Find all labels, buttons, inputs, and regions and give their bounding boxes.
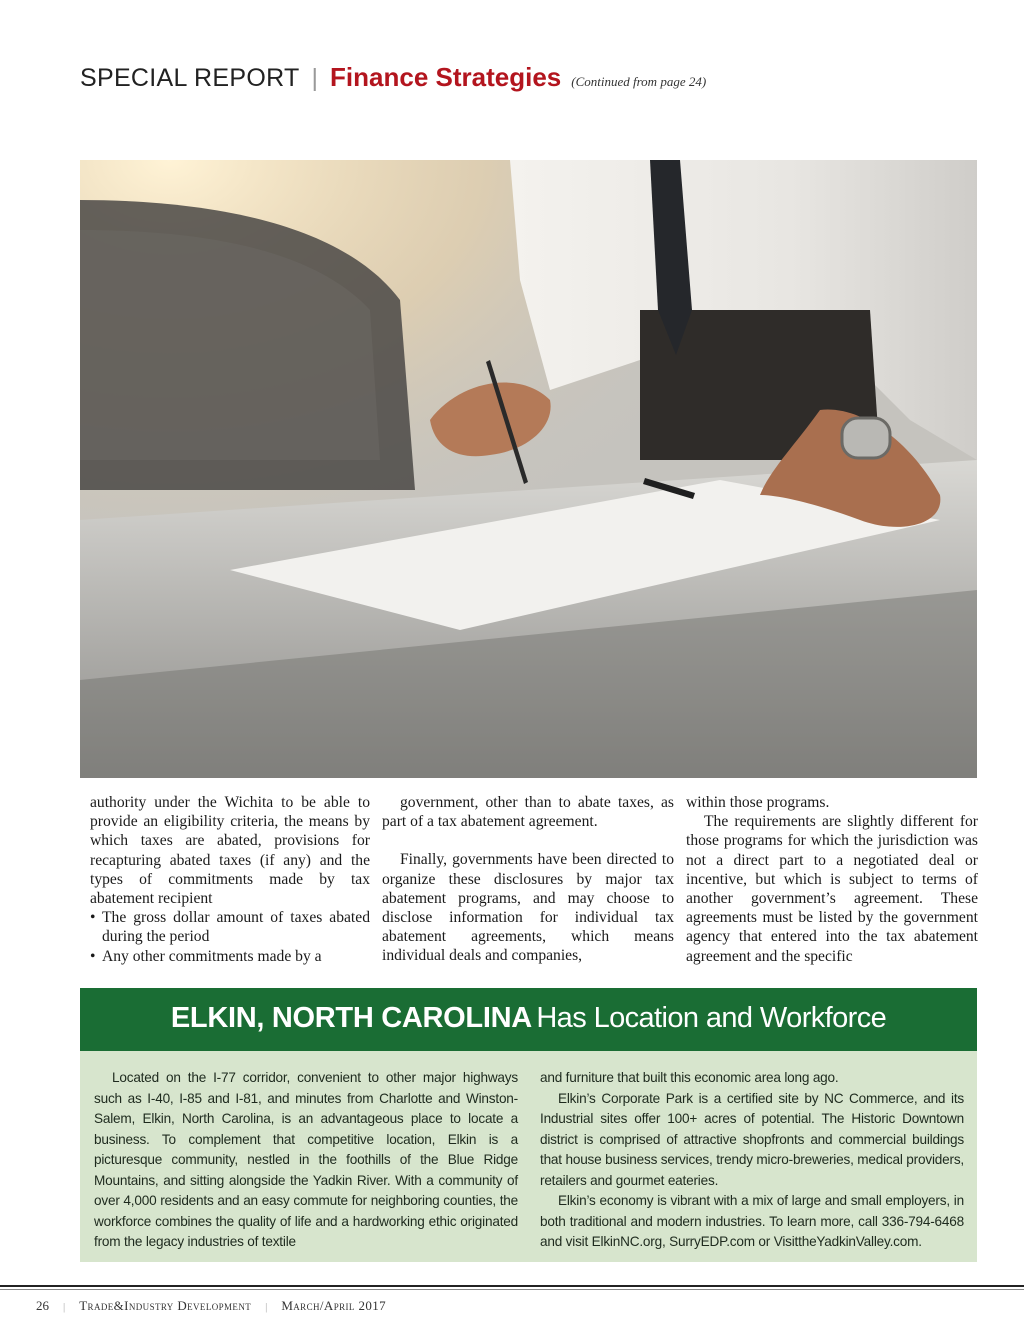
bullet-icon: • xyxy=(90,909,96,927)
elkin-advertisement xyxy=(80,988,977,1262)
section-label: SPECIAL REPORT xyxy=(80,64,300,92)
ad-headline-banner xyxy=(80,988,977,1051)
business-photo xyxy=(80,160,977,778)
ad-column-2 xyxy=(540,1068,964,1253)
page-footer xyxy=(36,1298,386,1316)
article-paragraph: Finally, governments have been directed to organize these disclosures by major tax abatement programs, and may choose to disclose information for individual tax abatement agreements, which means individual deals and companies, xyxy=(382,851,674,965)
ad-paragraph: Elkin’s economy is vibrant with a mix of large and small employers, in both traditional and modern industries. To learn more, call 336-794-6468 and visit ElkinNC.org, SurryEDP.com or VisittheYadkinValley.com. xyxy=(540,1193,964,1249)
article-column-2 xyxy=(382,793,674,973)
article-column-3 xyxy=(686,793,978,973)
ad-headline-light: Has Location and Workforce xyxy=(536,1002,887,1034)
article-paragraph: authority under the Wichita to be able to provide an eligibility criteria, the means by which taxes are abated, provisions for recapturing abated taxes (if any) and the types of commitments made by tax abatement recipient xyxy=(90,794,370,908)
footer-rule xyxy=(0,1285,1024,1287)
footer-separator: | xyxy=(63,1301,66,1313)
bullet-icon: • xyxy=(90,947,96,965)
article-paragraph: within those programs. xyxy=(686,794,830,811)
article-paragraph: The requirements are slightly different for those programs for which the jurisdiction was not a direct part to a negotiated deal or incentive, but which is subject to terms of another government’s agreement. These agreements must be listed by the government agency that entered into the tax abatement agreement and the specific xyxy=(686,813,978,965)
bullet-text: The gross dollar amount of taxes abated during the period xyxy=(102,909,370,946)
issue-date: March/April 2017 xyxy=(281,1298,387,1313)
header-separator: | xyxy=(311,64,319,92)
article-column-1 xyxy=(78,793,370,973)
magazine-name: Trade&Industry Development xyxy=(79,1298,252,1313)
article-title: Finance Strategies xyxy=(330,62,562,92)
bullet-text: Any other commitments made by a xyxy=(102,947,322,965)
bullet-item xyxy=(90,947,370,966)
page-number: 26 xyxy=(36,1298,49,1313)
footer-rule-thin xyxy=(0,1289,1024,1290)
ad-headline-bold: ELKIN, NORTH CAROLINA xyxy=(170,1002,532,1034)
footer-separator: | xyxy=(265,1301,268,1313)
article-body xyxy=(78,793,978,973)
photo-illustration xyxy=(80,160,977,778)
page-header xyxy=(80,62,960,98)
ad-paragraph: Located on the I-77 corridor, convenient to other major highways such as I-40, I-85 and I-81, and minutes from Charlotte and Winston-Salem, Elkin, North Carolina, is an advantageous place to locate a business. To complement that competitive location, Elkin is a picturesque community, nestled in the foothills of the Blue Ridge Mountains, and sitting alongside the Yadkin River. With a community of over 4,000 residents and an easy commute for neighboring counties, the workforce combines the quality of life and a hardworking ethic originated from the legacy industries of textile xyxy=(94,1070,518,1249)
ad-paragraph: and furniture that built this economic area long ago. xyxy=(540,1070,839,1085)
ad-paragraph: Elkin’s Corporate Park is a certified site by NC Commerce, and its Industrial sites offer 100+ acres of potential. The Historic Downtown district is comprised of attractive shopfronts and commercial buildings that house business services, trendy micro-breweries, medical providers, retailers and gourmet eateries. xyxy=(540,1090,964,1188)
bullet-item xyxy=(90,908,370,946)
ad-body xyxy=(94,1068,964,1253)
continued-note: (Continued from page 24) xyxy=(571,74,707,89)
article-paragraph: government, other than to abate taxes, as part of a tax abatement agreement. xyxy=(382,794,674,831)
ad-column-1 xyxy=(94,1068,518,1253)
